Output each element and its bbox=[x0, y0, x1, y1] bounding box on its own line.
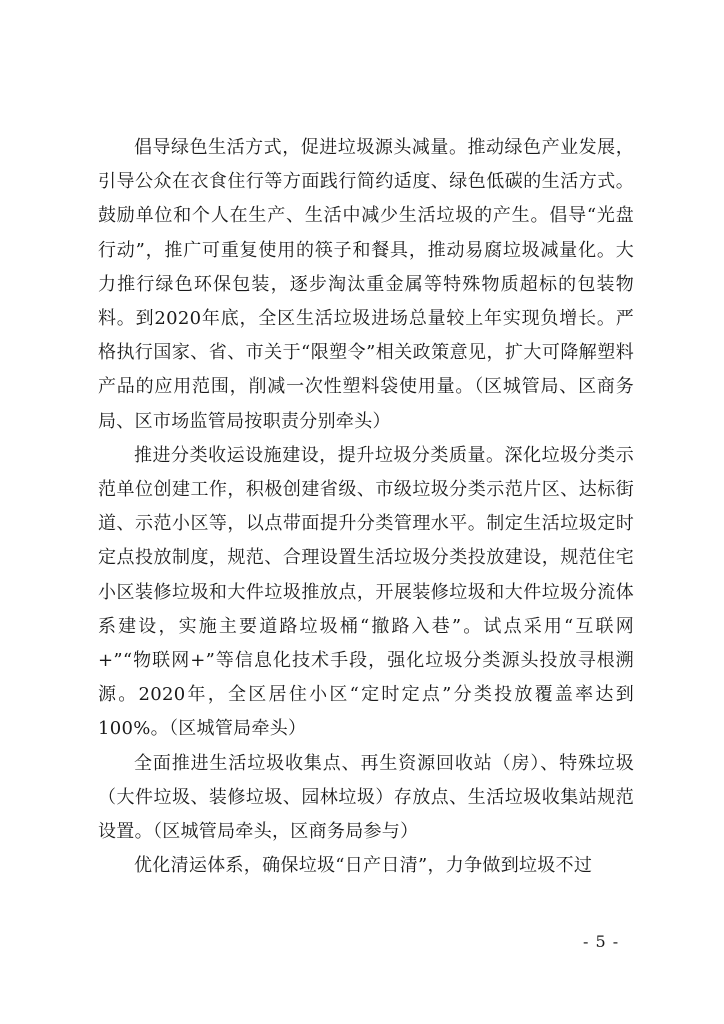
document-body bbox=[98, 131, 634, 883]
paragraph-collection-points: 全面推进生活垃圾收集点、再生资源回收站（房）、特殊垃圾（大件垃圾、装修垃圾、园林垃圾）存放点、生活垃圾收集站规范设置。（区城管局牵头，区商务局参与） bbox=[98, 752, 634, 843]
paragraph-sorting-facilities: 推进分类收运设施建设，提升垃圾分类质量。深化垃圾分类示范单位创建工作，积极创建省级、市级垃圾分类示范片区、达标街道、示范小区等，以点带面提升分类管理水平。制定生活垃圾定时定点投放制度，规范、合理设置生活垃圾分类投放建设，规范住宅小区装修垃圾和大件垃圾推放点，开展装修垃圾和大件垃圾分流体系建设，实施主要道路垃圾桶“撤路入巷”。试点采用“互联网+”“物联网+”等信息化技术手段，强化垃圾分类源头投放寻根溯源。2020年，全区居住小区“定时定点”分类投放覆盖率达到100%。（区城管局牵头） bbox=[98, 444, 634, 740]
page-number: - 5 - bbox=[583, 932, 620, 951]
paragraph-transport-system: 优化清运体系，确保垃圾“日产日清”，力争做到垃圾不过 bbox=[134, 855, 593, 877]
paragraph-green-lifestyle: 倡导绿色生活方式，促进垃圾源头减量。推动绿色产业发展，引导公众在衣食住行等方面践行简约适度、绿色低碳的生活方式。鼓励单位和个人在生产、生活中减少生活垃圾的产生。倡导“光盘行动”，推广可重复使用的筷子和餐具，推动易腐垃圾减量化。大力推行绿色环保包装，逐步淘汰重金属等特殊物质超标的包装物料。到2020年底，全区生活垃圾进场总量较上年实现负增长。严格执行国家、省、市关于“限塑令”相关政策意见，扩大可降解塑料产品的应用范围，削减一次性塑料袋使用量。（区城管局、区商务局、区市场监管局按职责分别牵头） bbox=[98, 137, 634, 432]
